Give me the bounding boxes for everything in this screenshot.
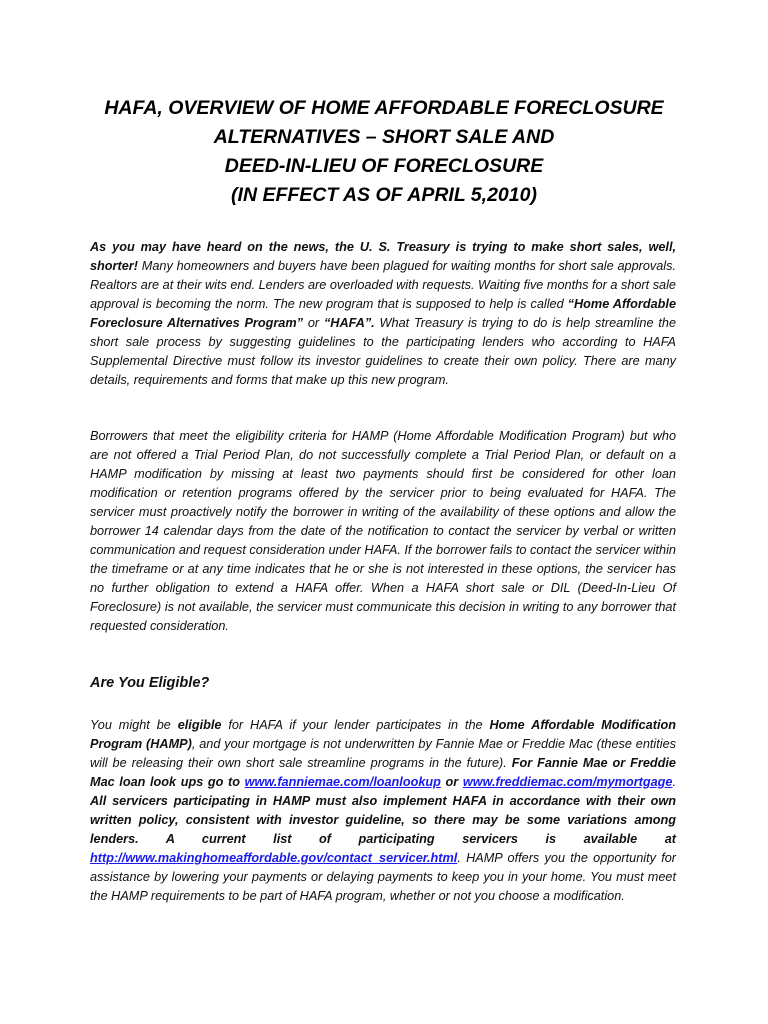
title-line-2: ALTERNATIVES – SHORT SALE AND [213, 126, 555, 148]
contact-servicer-link[interactable]: http://www.makinghomeaffordable.gov/contact_servicer.html [90, 851, 458, 865]
eligible-bold-1: eligible [177, 718, 222, 732]
eligible-text-2: for HAFA if your lender participates in the [221, 718, 490, 732]
intro-text-1: Many homeowners and buyers have been plagued for waiting months for short sale approvals. Realtors are at their wits end. Lenders are overloaded with requests. Waiting five months for a short sale approval is becoming the norm. The new program that is supposed to help is called [90, 259, 676, 311]
title-line-4: (IN EFFECT AS OF APRIL 5,2010) [231, 184, 537, 206]
page-title [60, 94, 708, 210]
lookup-lead: For Fannie Mae or Freddie Mac loan look ups go to [90, 756, 676, 789]
title-line-3: DEED-IN-LIEU OF FORECLOSURE [224, 155, 544, 177]
hamp-program-name: Home Affordable Modification Program (HAMP) [90, 718, 676, 751]
eligibility-criteria-paragraph: Borrowers that meet the eligibility criteria for HAMP (Home Affordable Modification Program) but who are not offered a Trial Period Plan, do not successfully complete a Trial Period Plan, or default on a HAMP modification by missing at least two payments should first be considered for other loan modification or retention programs offered by the servicer prior to being evaluated for HAFA. The servicer must proactively notify the borrower in writing of the availability of these options and allow the borrower 14 calendar days from the date of the notification to contact the servicer by verbal or written communication and request consideration under HAFA. If the borrower fails to contact the servicer within the timeframe or at any time indicates that he or she is not interested in these options, the servicer has no further obligation to extend a HAFA offer. When a HAFA short sale or DIL (Deed-In-Lieu Of Foreclosure) is not available, the servicer must communicate this decision in writing to any borrower that requested consideration. [90, 429, 676, 633]
eligible-heading: Are You Eligible? [90, 675, 210, 691]
program-abbr: “HAFA”. [323, 316, 375, 330]
eligible-text-1: You might be [90, 718, 178, 732]
program-name: “Home Affordable Foreclosure Alternatives Program” [90, 297, 676, 330]
fanniemae-link[interactable]: www.fanniemae.com/loanlookup [244, 775, 441, 789]
eligible-text-3: , and your mortgage is not underwritten by Fannie Mae or Freddie Mac (these entities will be releasing their own short sale streamline programs in the future). [90, 737, 676, 770]
intro-paragraph [90, 238, 676, 390]
intro-text-3: What Treasury is trying to do is help streamline the short sale process by suggesting guidelines to the participating lenders who according to HAFA Supplemental Directive must follow its investor guidelines to create their own policy. There are many details, requirements and forms that make up this new program. [90, 316, 676, 387]
intro-text-2: or [302, 316, 324, 330]
title-line-1: HAFA, OVERVIEW OF HOME AFFORDABLE FORECLOSURE [104, 97, 664, 119]
lookup-or: or [440, 775, 463, 789]
intro-lead: As you may have heard on the news, the U. S. Treasury is trying to make short sales, well, shorter! [90, 240, 676, 273]
eligible-paragraph [90, 716, 676, 906]
servicers-note: All servicers participating in HAMP must also implement HAFA in accordance with their own written policy, consistent with investor guideline, so there may be some variations among lenders. A current list of participating servicers is available at [90, 794, 676, 846]
eligible-text-4: . [672, 775, 676, 789]
eligible-text-5: . HAMP offers you the opportunity for assistance by lowering your payments or delaying payments to keep you in your home. You must meet the HAMP requirements to be part of HAFA program, whether or not you choose a modification. [90, 851, 676, 903]
freddiemac-link[interactable]: www.freddiemac.com/mymortgage [462, 775, 673, 789]
